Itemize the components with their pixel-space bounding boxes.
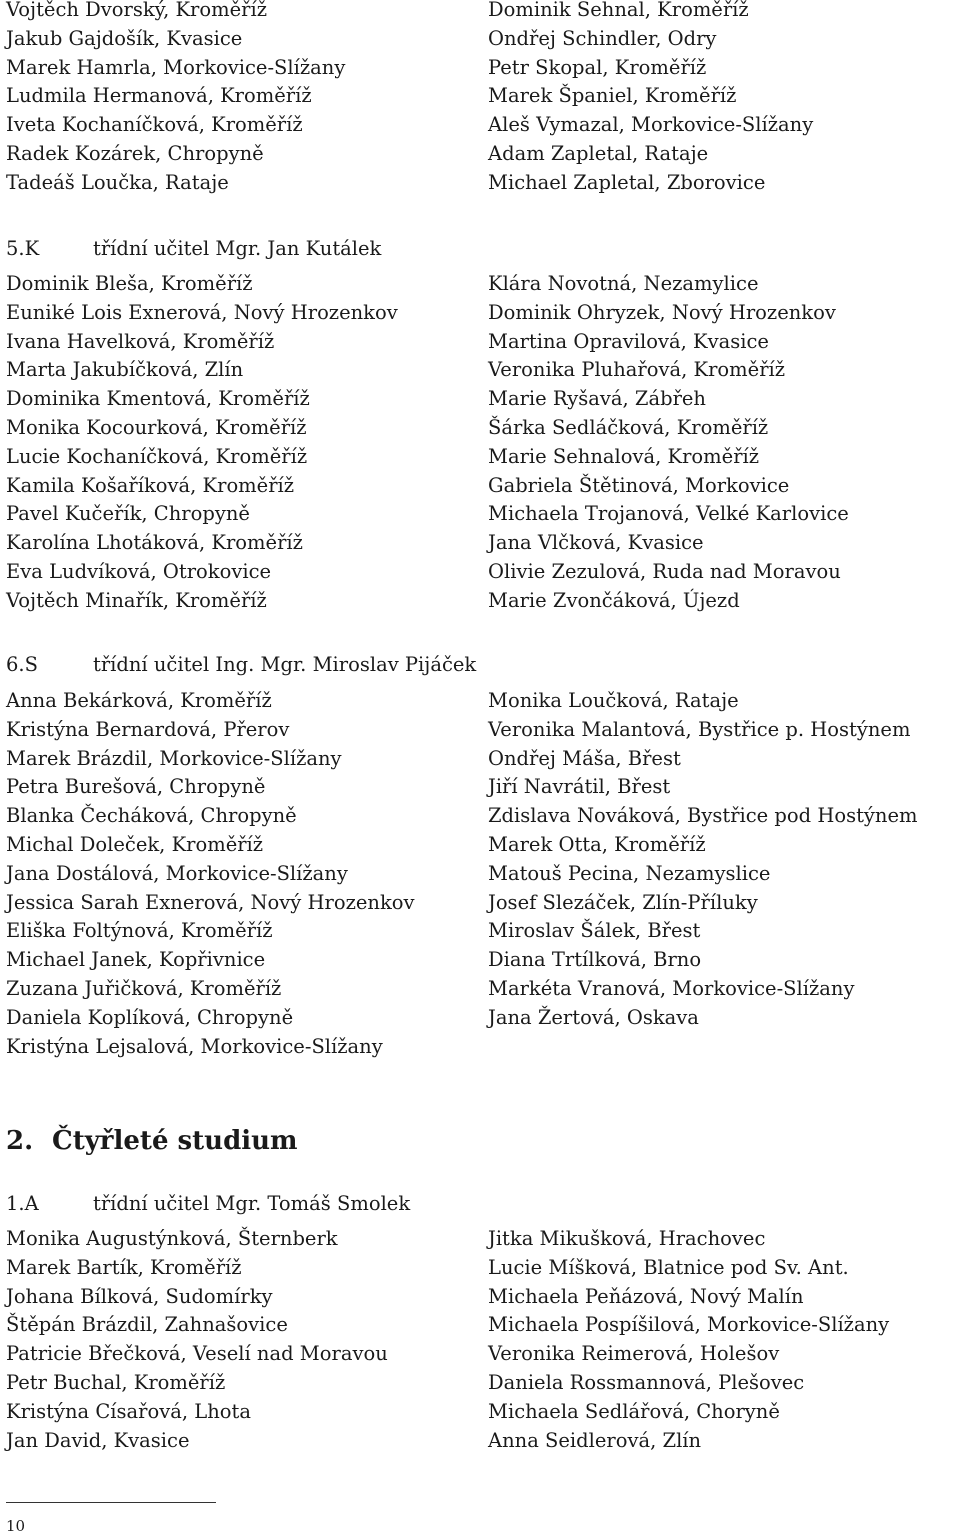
student-entry: Veronika Reimerová, Holešov [488, 1342, 780, 1366]
continued-left-column [6, 0, 488, 198]
student-entry: Zuzana Juřičková, Kroměříž [6, 976, 282, 1000]
student-entry: Michaela Pospíšilová, Morkovice-Slížany [488, 1313, 890, 1337]
student-entry: Marek Hamrla, Morkovice-Slížany [6, 55, 346, 79]
student-entry: Iveta Kochaníčková, Kroměříž [6, 113, 303, 137]
student-entry: Jana Dostálová, Morkovice-Slížany [6, 861, 348, 885]
class-6s-right-column [488, 687, 956, 1061]
student-entry: Marek Brázdil, Morkovice-Slížany [6, 746, 342, 770]
class-teacher: třídní učitel Ing. Mgr. Miroslav Pijáček [93, 653, 477, 676]
student-entry: Eliška Foltýnová, Kroměříž [6, 919, 273, 943]
student-entry: Aleš Vymazal, Morkovice-Slížany [488, 113, 814, 137]
student-entry: Lucie Míšková, Blatnice pod Sv. Ant. [488, 1255, 849, 1279]
section-number: 2. [6, 1126, 34, 1156]
student-entry: Eva Ludvíková, Otrokovice [6, 559, 272, 583]
student-entry: Anna Seidlerová, Zlín [488, 1428, 702, 1452]
student-entry: Anna Bekárková, Kroměříž [6, 689, 272, 712]
student-entry: Kristýna Císařová, Lhota [6, 1399, 251, 1423]
student-entry: Marie Ryšavá, Zábřeh [488, 387, 706, 411]
student-entry: Patricie Břečková, Veselí nad Moravou [6, 1342, 388, 1366]
student-entry: Jana Vlčková, Kvasice [488, 531, 704, 555]
student-entry: Michal Doleček, Kroměříž [6, 832, 264, 856]
student-entry: Klára Novotná, Nezamylice [488, 272, 759, 295]
page-number: 10 [6, 1517, 26, 1535]
student-entry: Pavel Kučeřík, Chropyně [6, 502, 250, 526]
section-title: Čtyřleté studium [52, 1126, 298, 1156]
student-entry: Kamila Košaříková, Kroměříž [6, 473, 295, 497]
student-entry: Šárka Sedláčková, Kroměříž [488, 415, 769, 439]
student-entry: Euniké Lois Exnerová, Nový Hrozenkov [6, 300, 398, 324]
student-entry: Daniela Rossmannová, Plešovec [488, 1370, 805, 1394]
class-1a-right-column [488, 1225, 956, 1455]
student-entry: Monika Loučková, Rataje [488, 689, 739, 712]
student-entry: Ondřej Schindler, Odry [488, 26, 717, 50]
student-entry: Michaela Sedlářová, Choryně [488, 1399, 780, 1423]
student-entry: Gabriela Štětinová, Morkovice [488, 473, 790, 497]
section-heading [6, 1124, 298, 1158]
student-entry: Johana Bílková, Sudomírky [6, 1284, 273, 1308]
student-entry: Diana Trtílková, Brno [488, 948, 702, 972]
class-teacher: třídní učitel Mgr. Tomáš Smolek [93, 1192, 411, 1215]
student-entry: Marie Sehnalová, Kroměříž [488, 444, 760, 468]
student-entry: Ondřej Máša, Břest [488, 746, 681, 770]
student-entry: Štěpán Brázdil, Zahnašovice [6, 1313, 288, 1337]
class-code: 5.K [6, 237, 40, 260]
student-entry: Jiří Navrátil, Břest [488, 775, 671, 799]
student-entry: Kristýna Bernardová, Přerov [6, 717, 290, 741]
class-1a-student-list [6, 1225, 956, 1455]
student-entry: Zdislava Nováková, Bystřice pod Hostýnem [488, 804, 918, 828]
student-entry: Dominik Ohryzek, Nový Hrozenkov [488, 300, 836, 324]
student-entry: Jan David, Kvasice [6, 1428, 190, 1452]
student-entry: Petr Buchal, Kroměříž [6, 1370, 226, 1394]
student-entry: Olivie Zezulová, Ruda nad Moravou [488, 559, 841, 583]
student-entry: Michaela Peňázová, Nový Malín [488, 1284, 804, 1308]
student-entry: Matouš Pecina, Nezamyslice [488, 861, 771, 885]
student-entry: Adam Zapletal, Rataje [488, 141, 709, 165]
student-entry: Markéta Vranová, Morkovice-Slížany [488, 976, 855, 1000]
class-6s-student-list [6, 687, 956, 1061]
class-6s-left-column [6, 687, 488, 1061]
class-code: 6.S [6, 653, 38, 676]
student-entry: Vojtěch Dvorský, Kroměříž [6, 0, 267, 21]
student-entry: Marek Otta, Kroměříž [488, 832, 706, 856]
student-entry: Jessica Sarah Exnerová, Nový Hrozenkov [6, 890, 415, 914]
class-6s-heading [6, 651, 476, 679]
student-entry: Daniela Koplíková, Chropyně [6, 1005, 294, 1029]
student-entry: Karolína Lhotáková, Kroměříž [6, 531, 303, 555]
student-entry: Petra Burešová, Chropyně [6, 775, 266, 799]
student-entry: Marek Bartík, Kroměříž [6, 1255, 242, 1279]
student-entry: Miroslav Šálek, Břest [488, 919, 701, 943]
class-5k-left-column [6, 270, 488, 616]
student-entry: Veronika Pluhařová, Kroměříž [488, 358, 786, 382]
student-entry: Dominik Bleša, Kroměříž [6, 272, 253, 295]
student-entry: Michael Zapletal, Zborovice [488, 170, 766, 194]
student-entry: Dominik Sehnal, Kroměříž [488, 0, 749, 21]
class-teacher: třídní učitel Mgr. Jan Kutálek [93, 237, 382, 260]
class-5k-right-column [488, 270, 956, 616]
student-entry: Marta Jakubíčková, Zlín [6, 358, 244, 382]
student-entry: Radek Kozárek, Chropyně [6, 141, 264, 165]
student-entry: Jitka Mikušková, Hrachovec [488, 1227, 766, 1250]
class-code: 1.A [6, 1192, 39, 1215]
class-1a-left-column [6, 1225, 488, 1455]
student-entry: Ivana Havelková, Kroměříž [6, 329, 275, 353]
continued-student-list [6, 0, 956, 198]
student-entry: Monika Augustýnková, Šternberk [6, 1227, 338, 1250]
class-5k-heading [6, 235, 381, 263]
continued-right-column [488, 0, 956, 198]
footer-rule [6, 1502, 216, 1503]
student-entry: Tadeáš Loučka, Rataje [6, 170, 229, 194]
class-5k-student-list [6, 270, 956, 616]
student-entry: Monika Kocourková, Kroměříž [6, 415, 307, 439]
student-entry: Michael Janek, Kopřivnice [6, 948, 266, 972]
student-entry: Veronika Malantová, Bystřice p. Hostýnem [488, 717, 911, 741]
student-entry: Blanka Čecháková, Chropyně [6, 804, 297, 828]
student-entry: Jana Žertová, Oskava [488, 1005, 699, 1029]
student-entry: Jakub Gajdošík, Kvasice [6, 26, 243, 50]
student-entry: Vojtěch Minařík, Kroměříž [6, 588, 267, 612]
student-entry: Marie Zvončáková, Újezd [488, 588, 740, 612]
student-entry: Ludmila Hermanová, Kroměříž [6, 84, 312, 108]
student-entry: Michaela Trojanová, Velké Karlovice [488, 502, 849, 526]
student-entry: Marek Španiel, Kroměříž [488, 84, 737, 108]
student-entry: Kristýna Lejsalová, Morkovice-Slížany [6, 1034, 383, 1058]
student-entry: Martina Opravilová, Kvasice [488, 329, 769, 353]
student-entry: Lucie Kochaníčková, Kroměříž [6, 444, 308, 468]
class-1a-heading [6, 1190, 410, 1218]
student-entry: Josef Slezáček, Zlín-Příluky [488, 890, 758, 914]
student-entry: Dominika Kmentová, Kroměříž [6, 387, 310, 411]
student-entry: Petr Skopal, Kroměříž [488, 55, 707, 79]
